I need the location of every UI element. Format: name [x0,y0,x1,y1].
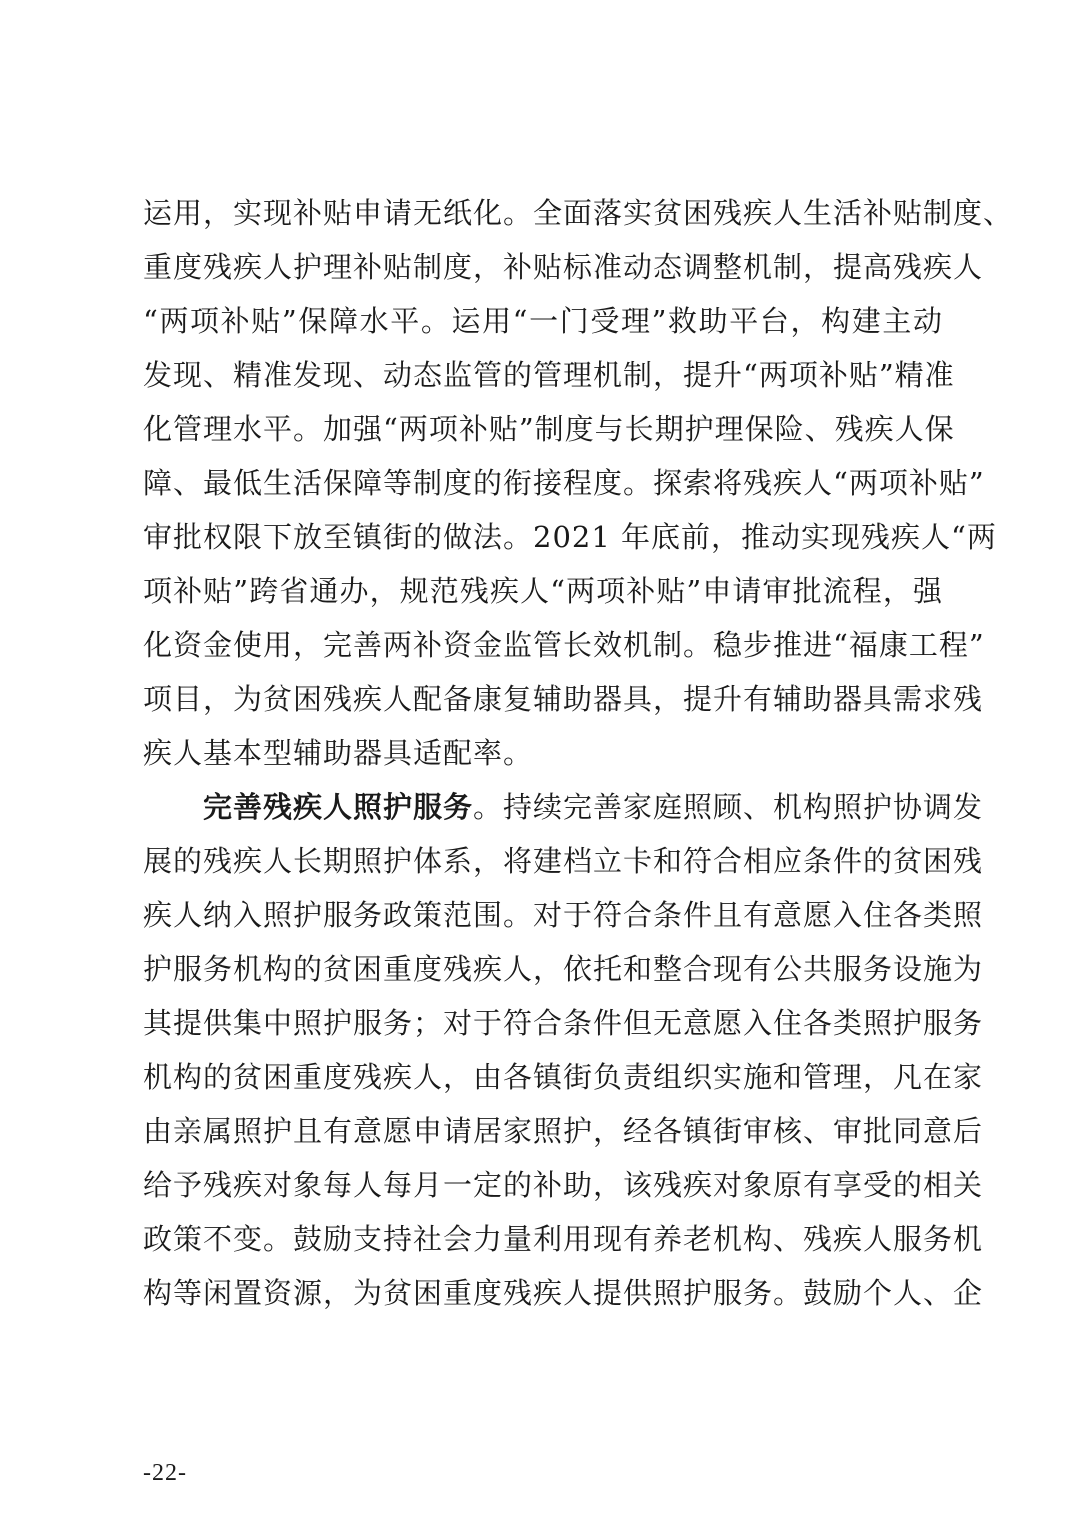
text-line: 机构的贫困重度残疾人，由各镇街负责组织实施和管理，凡在家 [143,1060,984,1094]
text-line: 障、最低生活保障等制度的衔接程度。探索将残疾人“两项补贴” [143,466,985,500]
page-number: -22- [143,1460,187,1486]
text-line: 化管理水平。加强“两项补贴”制度与长期护理保险、残疾人保 [143,412,955,446]
text-line: 给予残疾对象每人每月一定的补助，该残疾对象原有享受的相关 [143,1168,984,1202]
text-line-paragraph-end: 疾人基本型辅助器具适配率。 [143,736,534,770]
text-line: 重度残疾人护理补贴制度，补贴标准动态调整机制，提高残疾人 [143,250,984,284]
text-line: 其提供集中照护服务；对于符合条件但无意愿入住各类照护服务 [143,1006,984,1040]
text-line: 项补贴”跨省通办，规范残疾人“两项补贴”申请审批流程，强 [143,574,943,608]
text-line: 化资金使用，完善两补资金监管长效机制。稳步推进“福康工程” [143,628,985,662]
text-line: 审批权限下放至镇街的做法。2021 年底前，推动实现残疾人“两 [143,520,997,554]
text-line: 发现、精准发现、动态监管的管理机制，提升“两项补贴”精准 [143,358,955,392]
text-line: 政策不变。鼓励支持社会力量利用现有养老机构、残疾人服务机 [143,1222,984,1256]
text-line: 项目，为贫困残疾人配备康复辅助器具，提升有辅助器具需求残 [143,682,984,716]
text-line: 疾人纳入照护服务政策范围。对于符合条件且有意愿入住各类照 [143,898,984,932]
text-line: 运用，实现补贴申请无纸化。全面落实贫困残疾人生活补贴制度、 [143,196,1014,230]
section-first-line [203,787,984,827]
text-line: 护服务机构的贫困重度残疾人，依托和整合现有公共服务设施为 [143,952,984,986]
text-line: 构等闲置资源，为贫困重度残疾人提供照护服务。鼓励个人、企 [143,1276,984,1310]
text-line: 由亲属照护且有意愿申请居家照护，经各镇街审核、审批同意后 [143,1114,984,1148]
text-line: 展的残疾人长期照护体系，将建档立卡和符合相应条件的贫困残 [143,844,984,878]
section-first-line-rest: 。持续完善家庭照顾、机构照护协调发 [473,790,984,824]
section-heading: 完善残疾人照护服务 [203,790,474,824]
text-line: “两项补贴”保障水平。运用“一门受理”救助平台，构建主动 [143,304,943,338]
